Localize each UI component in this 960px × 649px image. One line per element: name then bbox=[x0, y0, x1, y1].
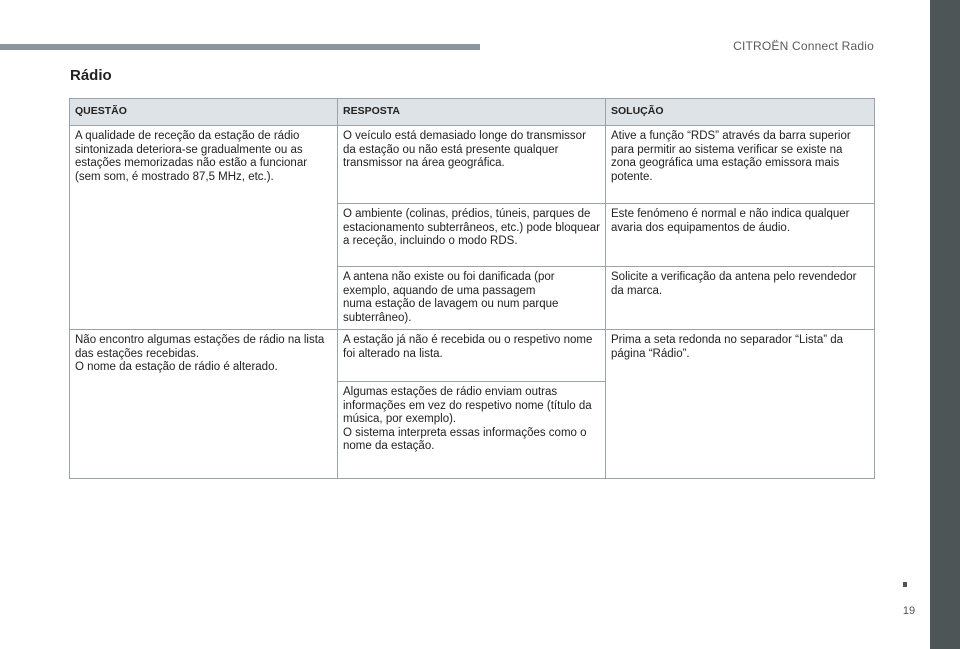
header-answer: RESPOSTA bbox=[338, 99, 606, 126]
page-number: 19 bbox=[902, 605, 916, 617]
table-header-row bbox=[70, 99, 875, 126]
answer-cell: Algumas estações de rádio enviam outras informações em vez do respetivo nome (título da música, por exemplo). O sistema interpreta essas informações como o nome da estação. bbox=[338, 382, 606, 479]
answer-cell: A estação já não é recebida ou o respetivo nome foi alterado na lista. bbox=[338, 330, 606, 382]
question-cell: Não encontro algumas estações de rádio na lista das estações recebidas. O nome da estação de rádio é alterado. bbox=[70, 330, 338, 479]
troubleshooting-table bbox=[69, 98, 875, 479]
solution-cell: Prima a seta redonda no separador “Lista” da página “Rádio”. bbox=[606, 330, 875, 479]
header-rule bbox=[0, 44, 480, 50]
answer-cell: O veículo está demasiado longe do transmissor da estação ou não está presente qualquer transmissor na área geográfica. bbox=[338, 126, 606, 204]
solution-cell: Ative a função “RDS” através da barra superior para permitir ao sistema verificar se existe na zona geográfica uma estação emissora mais potente. bbox=[606, 126, 875, 204]
solution-cell: Este fenómeno é normal e não indica qualquer avaria dos equipamentos de áudio. bbox=[606, 204, 875, 267]
table-row bbox=[70, 330, 875, 382]
header-question: QUESTÃO bbox=[70, 99, 338, 126]
solution-cell: Solicite a verificação da antena pelo revendedor da marca. bbox=[606, 267, 875, 330]
answer-cell: A antena não existe ou foi danificada (por exemplo, aquando de uma passagem numa estação de lavagem ou num parque subterrâneo). bbox=[338, 267, 606, 330]
answer-cell: O ambiente (colinas, prédios, túneis, parques de estacionamento subterrâneos, etc.) pode bloquear a receção, incluindo o modo RDS. bbox=[338, 204, 606, 267]
header-brand: CITROËN Connect Radio bbox=[733, 39, 874, 53]
page-marker bbox=[903, 582, 907, 587]
header-solution: SOLUÇÃO bbox=[606, 99, 875, 126]
table-row bbox=[70, 126, 875, 204]
section-title: Rádio bbox=[70, 67, 112, 84]
side-edge-bar bbox=[930, 0, 960, 649]
question-cell: A qualidade de receção da estação de rádio sintonizada deteriora-se gradualmente ou as estações memorizadas não estão a funcionar (sem som, é mostrado 87,5 MHz, etc.). bbox=[70, 126, 338, 330]
